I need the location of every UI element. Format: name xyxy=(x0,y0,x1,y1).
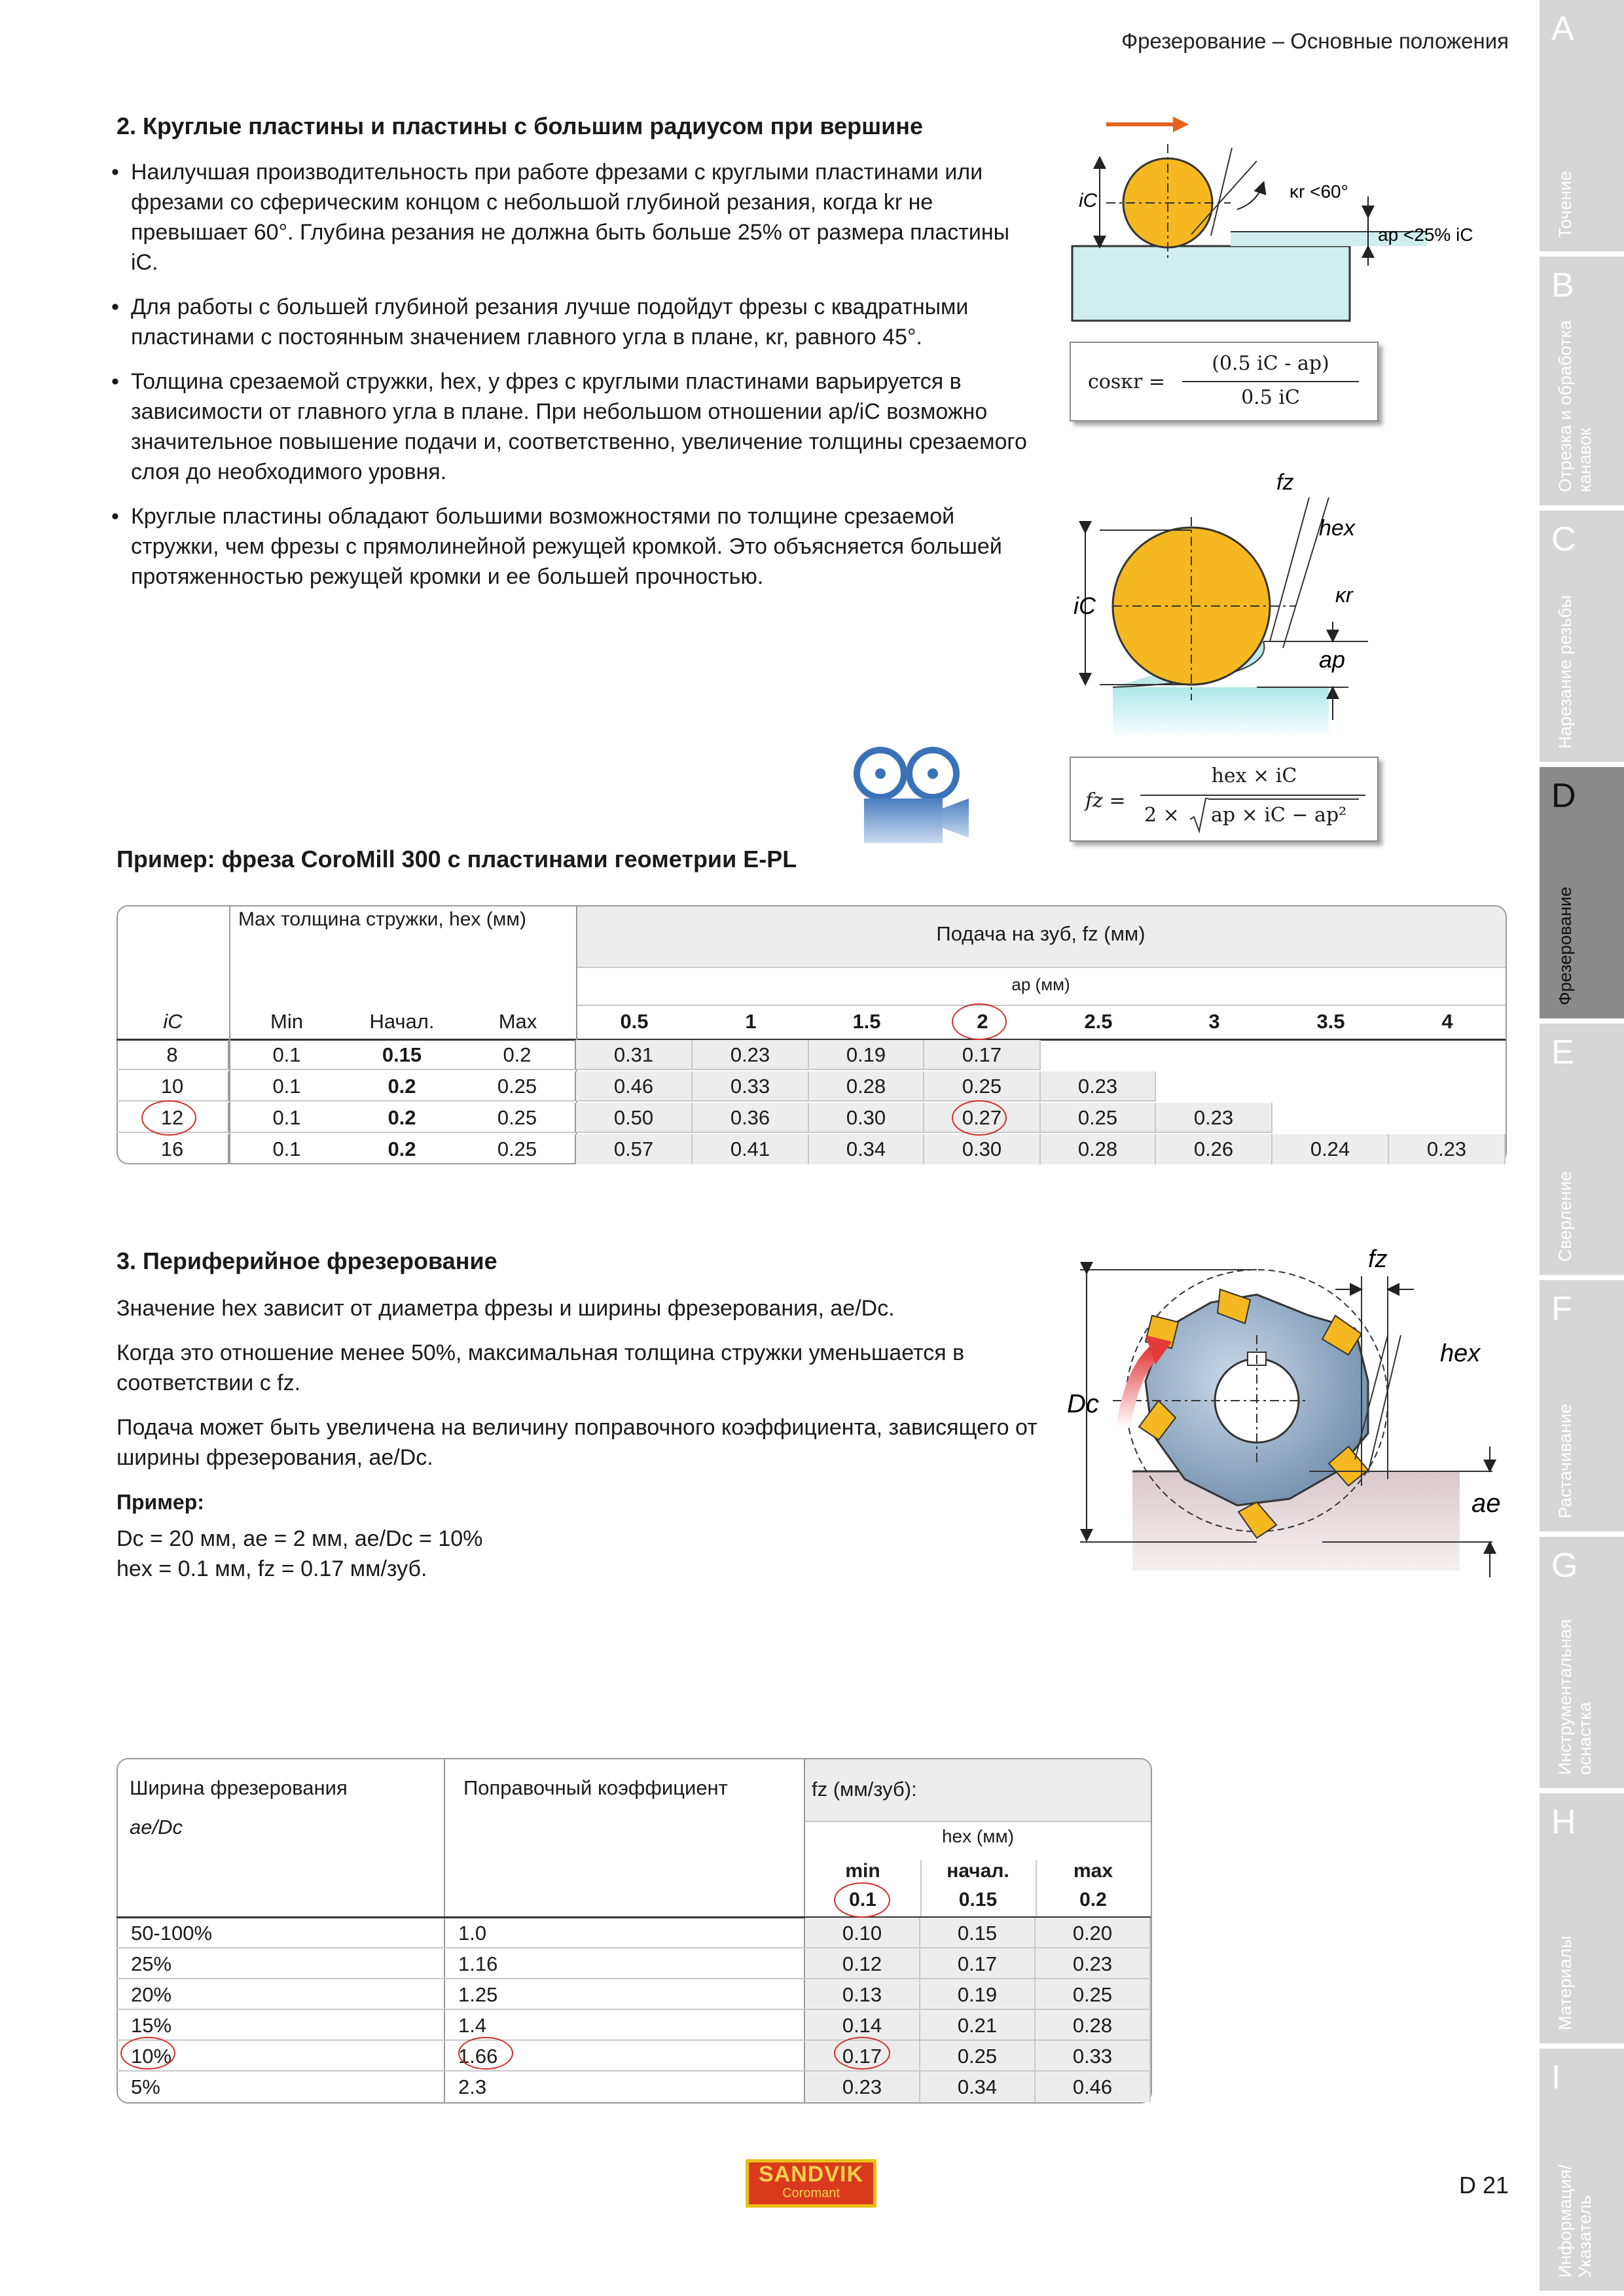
tab-letter: I xyxy=(1551,2058,1561,2096)
t2-h-fz: fz (мм/зуб): xyxy=(812,1778,917,1801)
workpiece xyxy=(1072,246,1350,321)
example1-table xyxy=(117,905,1507,1164)
tab-label: Растачивание xyxy=(1555,1403,1575,1518)
t2-sub-label: начал. xyxy=(947,1860,1009,1882)
t2-h-width: Ширина фрезерования xyxy=(130,1776,348,1799)
tab-letter: A xyxy=(1551,10,1574,48)
t2-sub-value: 0.2 xyxy=(1079,1889,1107,1910)
logo-main: SANDVIK xyxy=(758,2162,864,2187)
tab-letter: F xyxy=(1551,1290,1572,1328)
t1-cell: 0.24 xyxy=(1272,1134,1389,1164)
t2-cell: 0.15 xyxy=(920,1918,1036,1948)
tab-letter: G xyxy=(1551,1547,1578,1585)
t1-cell: 0.25 xyxy=(460,1103,576,1133)
t1-col-header: 4 xyxy=(1441,1010,1453,1033)
ic-label: iC xyxy=(1079,190,1098,211)
t2-cell: 1.4 xyxy=(444,2010,805,2041)
t1-col-header: 2.5 xyxy=(1084,1010,1113,1033)
t2-cell: 0.17 xyxy=(920,1948,1036,1979)
section2-title: 2. Круглые пластины и пластины с большим радиусом при вершине xyxy=(117,113,924,139)
formula1-den: 0.5 iC xyxy=(1241,386,1300,409)
highlight-ic-12 xyxy=(141,1100,196,1136)
t2-cell: 5% xyxy=(131,2075,160,2098)
tab-letter: E xyxy=(1551,1033,1574,1071)
formula2-lhs: fz = xyxy=(1085,789,1126,812)
ap-label-2: ap xyxy=(1319,646,1346,673)
hdr-hex: Max толщина стружки, hex (мм) xyxy=(238,908,526,930)
t1-cell: 0.25 xyxy=(460,1071,576,1102)
t1-cell: 0.28 xyxy=(1041,1134,1156,1164)
dc-label: Dc xyxy=(1067,1390,1099,1418)
t2-cell: 0.28 xyxy=(1036,2010,1151,2041)
t1-cell: 0.15 xyxy=(344,1040,460,1070)
formula-cos-kr xyxy=(1070,342,1379,422)
ae-label: ae xyxy=(1471,1489,1501,1518)
sidebar-tab-h[interactable] xyxy=(1540,1793,1624,2043)
t2-cell: 20% xyxy=(117,1979,444,2010)
t1-cell: 0.2 xyxy=(344,1071,460,1102)
t2-h-width-sub: ae/Dc xyxy=(130,1816,183,1839)
t2-cell: 25% xyxy=(117,1948,444,1979)
tab-label: Материалы xyxy=(1555,1935,1575,2030)
t2-cell: 0.12 xyxy=(805,1948,920,1979)
t1-cell: 0.1 xyxy=(229,1040,344,1070)
section3-title: 3. Периферийное фрезерование xyxy=(117,1247,497,1274)
t2-cell: 0.46 xyxy=(1036,2072,1151,2102)
sidebar-tab-c[interactable] xyxy=(1540,511,1624,762)
t2-cell: 10% xyxy=(117,2041,444,2072)
hex-label-3: hex xyxy=(1440,1340,1481,1367)
t2-sub-label: min xyxy=(845,1860,880,1882)
t1-cell: 12 xyxy=(117,1103,229,1133)
t1-cell: 0.46 xyxy=(576,1071,693,1102)
t2-cell: 1.25 xyxy=(444,1979,805,2010)
sandvik-logo xyxy=(746,2159,876,2208)
hdr-ap: ap (мм) xyxy=(1011,975,1070,994)
tab-label: Отрезка и обработка канавок xyxy=(1555,320,1595,492)
t1-cell: 8 xyxy=(117,1040,229,1070)
formula2-num: hex × iC xyxy=(1211,764,1297,787)
section2-bullets xyxy=(111,157,1028,606)
t1-cell: 0.31 xyxy=(576,1040,693,1070)
t2-h-hex: hex (мм) xyxy=(941,1826,1015,1846)
bullet-1: • Наилучшая производительность при работе фрезами с круглыми пластинами или фрезами со сферическим концом с небольшой глубиной резания, когда kr не превышает 60°. Глубина резания не должна быть больше 25% от размера пластины iC. xyxy=(111,157,1028,278)
t1-col-header: 0.5 xyxy=(620,1010,649,1033)
t1-cell: 16 xyxy=(117,1134,229,1164)
t1-cell: 0.30 xyxy=(809,1103,924,1133)
highlight-ap-2 xyxy=(952,1003,1007,1040)
sidebar-tab-a[interactable] xyxy=(1540,0,1624,251)
fz-label-3: fz xyxy=(1368,1246,1388,1273)
t2-cell: 0.21 xyxy=(920,2010,1036,2041)
formula-fz xyxy=(1070,757,1379,842)
t1-cell: 0.36 xyxy=(693,1103,809,1133)
example-label: Пример: xyxy=(117,1490,204,1514)
t2-cell: 1.0 xyxy=(444,1918,805,1948)
t1-cell: 0.25 xyxy=(1041,1103,1156,1133)
formula2-den-pre: 2 × xyxy=(1144,804,1180,827)
t1-cell: 0.25 xyxy=(460,1134,576,1164)
highlight-min-01 xyxy=(834,1882,890,1918)
t1-cell: 0.1 xyxy=(229,1071,344,1102)
t1-col-header: Начал. xyxy=(369,1010,435,1033)
kr-label-2: κr xyxy=(1335,583,1353,607)
chip-thickness-diagram xyxy=(1060,458,1388,746)
t2-cell: 0.23 xyxy=(805,2072,920,2102)
t1-col-header: iC xyxy=(163,1010,183,1033)
t2-cell: 50-100% xyxy=(117,1918,444,1948)
t1-cell: 0.30 xyxy=(924,1134,1041,1164)
t2-cell: 15% xyxy=(117,2010,444,2041)
t2-cell: 0.25 xyxy=(1036,1979,1151,2010)
t1-cell: 0.23 xyxy=(1041,1071,1156,1102)
t1-cell: 0.2 xyxy=(344,1103,460,1133)
tab-label: Инструментальная оснастка xyxy=(1555,1619,1595,1775)
tab-label: Фрезерование xyxy=(1555,886,1575,1005)
t2-sub-label: max xyxy=(1073,1860,1113,1882)
t2-h-coef: Поправочный коэффициент xyxy=(463,1776,728,1799)
t1-cell: 0.23 xyxy=(1156,1103,1272,1133)
t2-cell: 0.20 xyxy=(1036,1918,1151,1948)
t2-cell: 1.16 xyxy=(444,1948,805,1979)
tab-letter: C xyxy=(1551,520,1576,558)
tab-label: Сверление xyxy=(1555,1171,1575,1262)
bullet-4: • Круглые пластины обладают большими возможностями по толщине срезаемой стружки, чем фрезы с прямолинейной режущей кромкой. Это объясняется большей протяженностью режущей кромки и ее большей прочностью. xyxy=(111,501,1028,592)
t1-cell: 0.34 xyxy=(809,1134,924,1164)
t2-cell: 0.17 xyxy=(805,2041,920,2072)
t1-cell: 0.50 xyxy=(576,1103,693,1133)
t1-cell: 0.28 xyxy=(809,1071,924,1102)
t2-cell: 2.3 xyxy=(458,2075,487,2098)
tab-letter: B xyxy=(1551,266,1574,304)
kr-label: κr <60° xyxy=(1290,181,1348,202)
t1-col-header: Max xyxy=(498,1010,537,1033)
t1-cell: 0.19 xyxy=(809,1040,924,1070)
t1-col-header: 3 xyxy=(1208,1010,1220,1033)
logo-sub: Coromant xyxy=(782,2186,840,2200)
tab-label: Точение xyxy=(1555,171,1575,238)
hdr-feed: Подача на зуб, fz (мм) xyxy=(936,922,1146,945)
highlight-10pct xyxy=(120,2037,175,2070)
tab-label: Информация/ Указатель xyxy=(1555,2164,1595,2278)
section3-text xyxy=(117,1293,1046,1584)
t1-cell: 0.2 xyxy=(388,1138,416,1160)
t2-cell: 0.23 xyxy=(1036,1948,1151,1979)
bullet-3: • Толщина срезаемой стружки, hex, у фрез с круглыми пластинами варьируется в зависимости от главного угла в плане. При небольшом отношении ap/iC возможно значительное повышение подачи и, соответственно, увеличение толщины срезаемого слоя до необходимого уровня. xyxy=(111,367,1028,487)
t1-cell: 10 xyxy=(117,1071,229,1102)
example-line-1: Dc = 20 мм, ae = 2 мм, ae/Dc = 10% xyxy=(117,1526,483,1551)
t1-col-header: 1 xyxy=(745,1010,757,1033)
t1-cell: 0.23 xyxy=(693,1040,809,1070)
example1-title: Пример: фреза CoroMill 300 с пластинами геометрии E-PL xyxy=(117,846,797,872)
t2-sub-value: 0.1 xyxy=(849,1889,876,1910)
t2-cell: 0.14 xyxy=(805,2010,920,2041)
t2-sub-value: 0.15 xyxy=(958,1889,998,1910)
formula1-lhs: cosκr = xyxy=(1088,370,1166,393)
t1-cell: 0.23 xyxy=(1389,1134,1506,1164)
video-camera-icon[interactable] xyxy=(851,746,975,844)
tab-letter: D xyxy=(1551,777,1576,815)
sidebar-tab-i[interactable] xyxy=(1540,2049,1624,2291)
correction-table xyxy=(117,1758,1152,2104)
section3-p1: Значение hex зависит от диаметра фрезы и ширины фрезерования, ae/Dc. xyxy=(117,1296,895,1321)
t1-cell: 0.1 xyxy=(229,1103,344,1133)
ap-label: ap <25% iC xyxy=(1378,224,1473,245)
formula1-num: (0.5 iC - ap) xyxy=(1212,352,1329,375)
t2-cell: 0.13 xyxy=(805,1979,920,2010)
page-number: D 21 xyxy=(1458,2172,1509,2198)
tab-label: Нарезание резьбы xyxy=(1555,595,1575,749)
ic-label-2: iC xyxy=(1074,592,1096,619)
t2-cell: 1.66 xyxy=(444,2041,805,2072)
t2-cell: 0.33 xyxy=(1036,2041,1151,2072)
t1-col-header: 3.5 xyxy=(1316,1010,1345,1033)
highlight-017 xyxy=(834,2037,890,2070)
formula2-den-rad: ap × iC − ap² xyxy=(1211,804,1347,827)
t1-cell: 0.41 xyxy=(693,1134,809,1164)
t2-cell: 0.10 xyxy=(805,1918,920,1948)
running-header: Фрезерование – Основные положения xyxy=(1121,29,1509,53)
t1-cell: 0.17 xyxy=(924,1040,1041,1070)
example-line-2: hex = 0.1 мм, fz = 0.17 мм/зуб. xyxy=(117,1556,427,1581)
t1-cell: 0.33 xyxy=(693,1071,809,1102)
t1-cell: 0.2 xyxy=(460,1040,576,1070)
tab-letter: H xyxy=(1551,1803,1576,1841)
t1-col-header: Min xyxy=(270,1010,303,1033)
t1-cell: 0.27 xyxy=(924,1103,1041,1133)
hex-label-2: hex xyxy=(1319,516,1355,541)
t1-cell: 0.57 xyxy=(576,1134,693,1164)
sidebar-tab-g[interactable] xyxy=(1540,1537,1624,1788)
fz-label-2: fz xyxy=(1276,470,1294,495)
t1-cell: 0.25 xyxy=(924,1071,1041,1102)
bullet-2: • Для работы с большей глубиной резания лучше подойдут фрезы с квадратными пластинами с постоянным значением главного угла в плане, κr, равного 45°. xyxy=(111,292,1028,352)
section3-p2: Когда это отношение менее 50%, максимальная толщина стружки уменьшается в соответствии с fz. xyxy=(117,1340,965,1395)
t1-cell: 0.26 xyxy=(1156,1134,1272,1164)
highlight-166 xyxy=(458,2037,513,2070)
highlight-027 xyxy=(952,1100,1007,1136)
sidebar-tab-f[interactable] xyxy=(1540,1280,1624,1532)
t1-cell: 0.1 xyxy=(272,1138,301,1160)
peripheral-milling-diagram xyxy=(1060,1237,1519,1590)
sidebar-tab-d[interactable] xyxy=(1540,767,1624,1018)
t1-col-header: 2 xyxy=(977,1010,988,1033)
t2-cell: 0.34 xyxy=(920,2072,1036,2102)
t2-cell: 0.19 xyxy=(920,1979,1036,2010)
round-insert-diagram xyxy=(1060,111,1532,334)
t1-col-header: 1.5 xyxy=(852,1010,881,1033)
t2-cell: 0.25 xyxy=(920,2041,1036,2072)
sidebar-tab-e[interactable] xyxy=(1540,1024,1624,1275)
sidebar-tab-b[interactable] xyxy=(1540,257,1624,505)
section3-p3: Подача может быть увеличена на величину поправочного коэффициента, зависящего от ширины фрезерования, ae/Dc. xyxy=(117,1415,1038,1470)
